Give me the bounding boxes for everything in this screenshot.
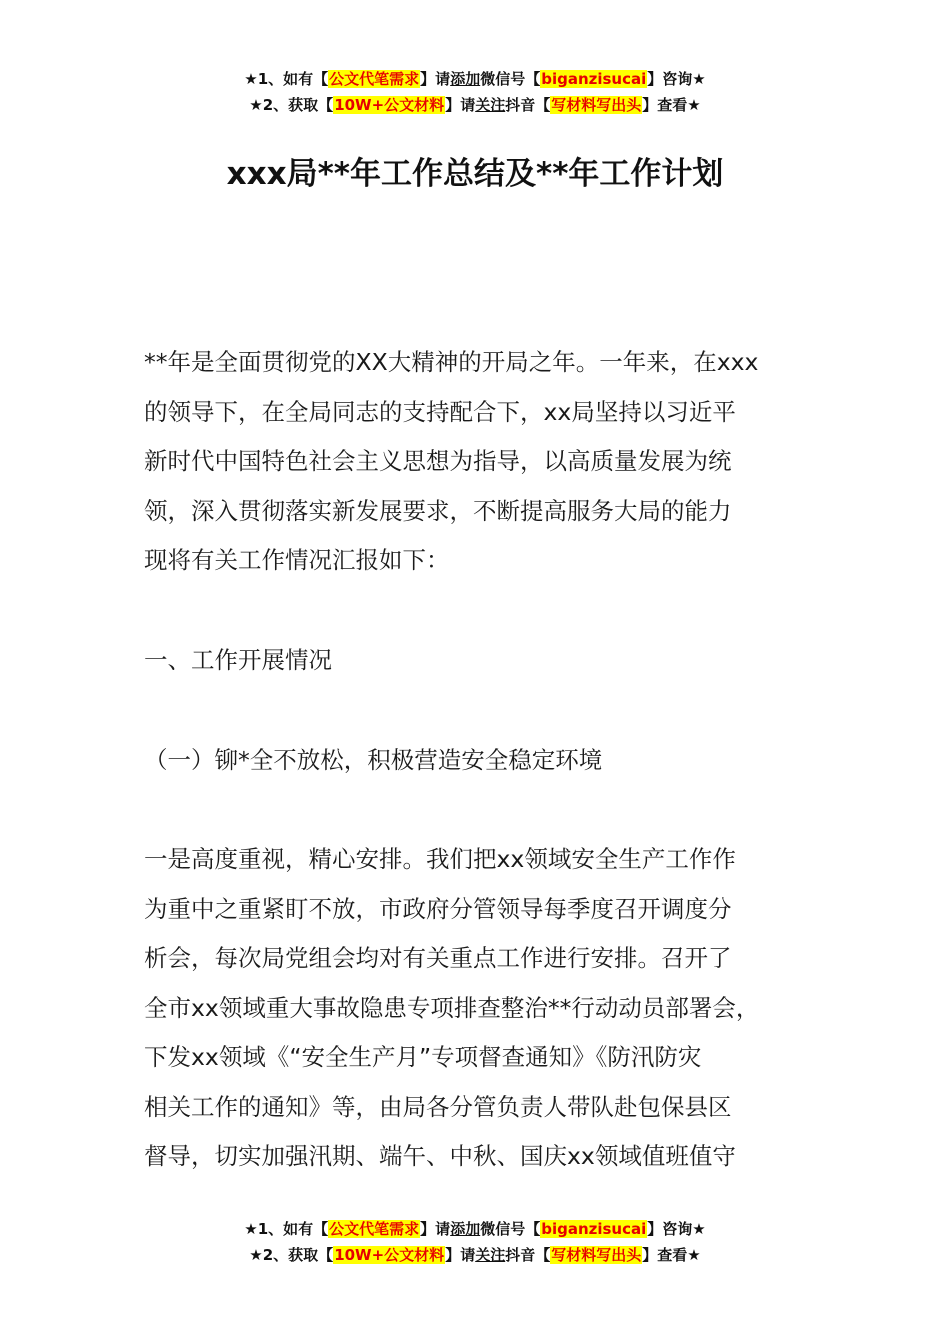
paragraph-line: 为重中之重紧盯不放，市政府分管领导每季度召开调度分 <box>144 894 732 923</box>
paragraph-line: 领，深入贯彻落实新发展要求，不断提高服务大局的能力 <box>144 496 732 525</box>
banner-line-1: ★1、如有【公文代笔需求】请添加微信号【biganzisucai】咨询★ <box>244 70 706 88</box>
paragraph-line: 相关工作的通知》等，由局各分管负责人带队赴包保县区 <box>144 1092 732 1121</box>
body-paragraph <box>144 835 834 1182</box>
highlight-ghostwriting: 公文代笔需求 <box>329 1220 420 1238</box>
document-title: xxx局**年工作总结及**年工作计划 <box>226 156 724 192</box>
highlight-materials: 10W+公文材料 <box>334 1246 445 1264</box>
paragraph-line: 析会，每次局党组会均对有关重点工作进行安排。召开了 <box>144 944 732 972</box>
highlight-douyin-account: 写材料写出头 <box>551 96 642 114</box>
paragraph-line: 全市xx领域重大事故隐患专项排查整治**行动动员部署会， <box>144 993 760 1022</box>
section-heading: 一、工作开展情况 <box>144 646 332 674</box>
highlight-wechat-id: biganzisucai <box>541 70 647 88</box>
banner-line-2: ★2、获取【10W+公文材料】请关注抖音【写材料写出头】查看★ <box>249 96 701 114</box>
paragraph-line: **年是全面贯彻党的XX大精神的开局之年。一年来，在xxx <box>144 348 759 376</box>
paragraph-line: 新时代中国特色社会主义思想为指导，以高质量发展为统 <box>144 447 732 475</box>
paragraph-line: 的领导下，在全局同志的支持配合下，xx局坚持以习近平 <box>144 397 736 426</box>
highlight-materials: 10W+公文材料 <box>334 96 445 114</box>
paragraph-line: 下发xx领域《“安全生产月”专项督查通知》《防汛防灾 <box>144 1043 702 1071</box>
paragraph-line: 一是高度重视，精心安排。我们把xx领域安全生产工作作 <box>144 845 736 873</box>
highlight-douyin-account: 写材料写出头 <box>551 1246 642 1264</box>
header-banner <box>0 66 950 118</box>
footer-banner <box>0 1216 950 1268</box>
paragraph-line: 现将有关工作情况汇报如下： <box>144 546 450 574</box>
paragraph-line: 督导，切实加强汛期、端午、中秋、国庆xx领域值班值守 <box>144 1142 736 1170</box>
highlight-ghostwriting: 公文代笔需求 <box>329 70 420 88</box>
subsection-heading: （一）铆*全不放松，积极营造安全稳定环境 <box>144 746 603 774</box>
highlight-wechat-id: biganzisucai <box>541 1220 647 1238</box>
banner-line-2: ★2、获取【10W+公文材料】请关注抖音【写材料写出头】查看★ <box>249 1246 701 1264</box>
intro-paragraph <box>144 338 834 586</box>
banner-line-1: ★1、如有【公文代笔需求】请添加微信号【biganzisucai】咨询★ <box>244 1220 706 1238</box>
